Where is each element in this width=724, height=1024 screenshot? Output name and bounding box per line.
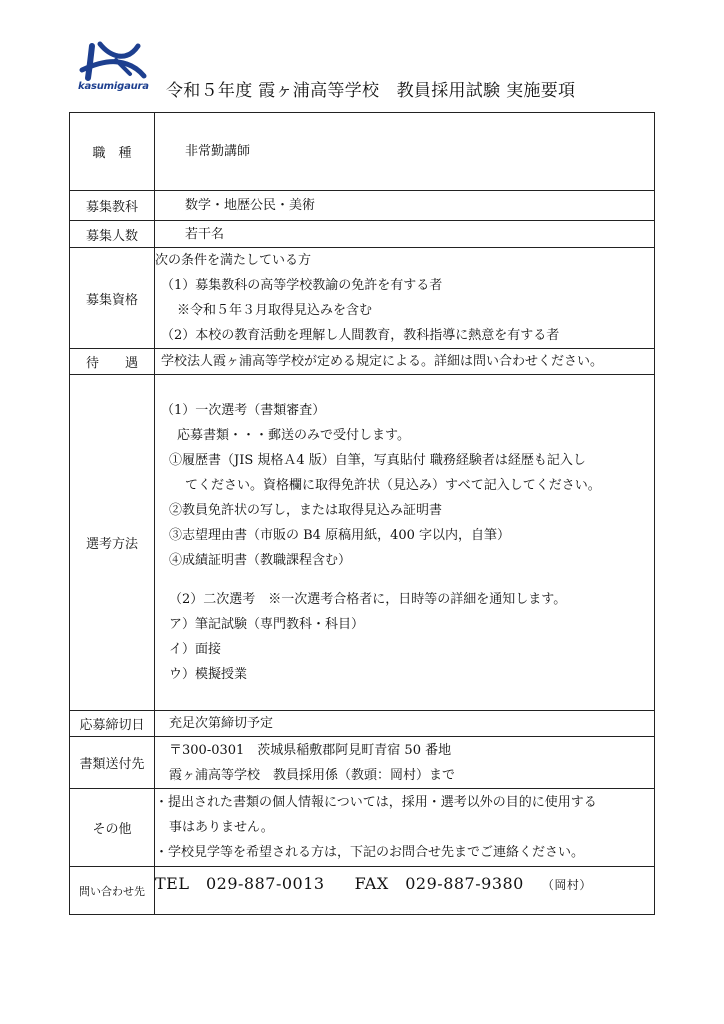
- kasumigaura-logo-icon: [78, 40, 148, 82]
- value-deadline: 充足次第締切予定: [155, 711, 655, 737]
- row-selection: [70, 375, 655, 711]
- value-position: 非常勤講師: [155, 113, 655, 191]
- row-treatment: [70, 349, 655, 375]
- value-subjects: 数学・地歴公民・美術: [155, 191, 655, 221]
- label-qualifications: 募集資格: [70, 248, 155, 349]
- label-position: 職 種: [70, 113, 155, 191]
- value-headcount: 若干名: [155, 221, 655, 248]
- contact-fax: FAX 029-887-9380: [354, 874, 524, 893]
- row-deadline: [70, 711, 655, 737]
- value-contact: [155, 867, 655, 915]
- row-qualifications: [70, 248, 655, 349]
- row-other: [70, 789, 655, 867]
- label-send-to: 書類送付先: [70, 737, 155, 789]
- row-headcount: [70, 221, 655, 248]
- label-contact: 問い合わせ先: [70, 867, 155, 915]
- value-selection: （1）一次選考（書類審査） 応募書類・・・郵送のみで受付します。 ①履歴書（JIS 規格Ａ4 版）自筆，写真貼付 職務経験者は経歴も記入し てください。資格欄に取得免許状（見込み）すべて記入してください。 ②教員免許状の写し，または取得見込み証明書 ③志望理由書（市販の B4 原稿用紙，400 字以内，自筆） ④成績証明書（教職課程含む） （2）二次選考 ※一次選考合格者に，日時等の詳細を通知します。 ア）筆記試験（専門教科・科目） イ）面接 ウ）模擬授業: [155, 375, 655, 711]
- page-title: 令和５年度 霞ヶ浦高等学校 教員採用試験 実施要項: [166, 81, 576, 101]
- label-selection: 選考方法: [70, 375, 155, 711]
- value-treatment: 学校法人霞ヶ浦高等学校が定める規定による。詳細は問い合わせください。: [155, 349, 655, 375]
- contact-tel: TEL 029-887-0013: [155, 874, 325, 893]
- value-qualifications: 次の条件を満たしている方 （1）募集教科の高等学校教諭の免許を有する者 ※令和５年３月取得見込みを含む （2）本校の教育活動を理解し人間教育，教科指導に熱意を有する者: [155, 248, 655, 349]
- row-position: [70, 113, 655, 191]
- label-treatment: 待 遇: [70, 349, 155, 375]
- value-other: ・提出された書類の個人情報については，採用・選考以外の目的に使用する 事はありません。 ・学校見学等を希望される方は，下記のお問合せ先までご連絡ください。: [155, 789, 655, 867]
- row-contact: [70, 867, 655, 915]
- row-subjects: [70, 191, 655, 221]
- row-send-to: [70, 737, 655, 789]
- logo-wordmark: kasumigaura: [78, 81, 149, 92]
- label-deadline: 応募締切日: [70, 711, 155, 737]
- value-send-to: 〒300-0301 茨城県稲敷郡阿見町青宿 50 番地 霞ヶ浦高等学校 教員採用係（教頭：岡村）まで: [155, 737, 655, 789]
- contact-person: （岡村）: [541, 878, 592, 892]
- label-subjects: 募集教科: [70, 191, 155, 221]
- requirements-table: [69, 112, 655, 915]
- school-logo: [78, 40, 148, 96]
- label-other: その他: [70, 789, 155, 867]
- label-headcount: 募集人数: [70, 221, 155, 248]
